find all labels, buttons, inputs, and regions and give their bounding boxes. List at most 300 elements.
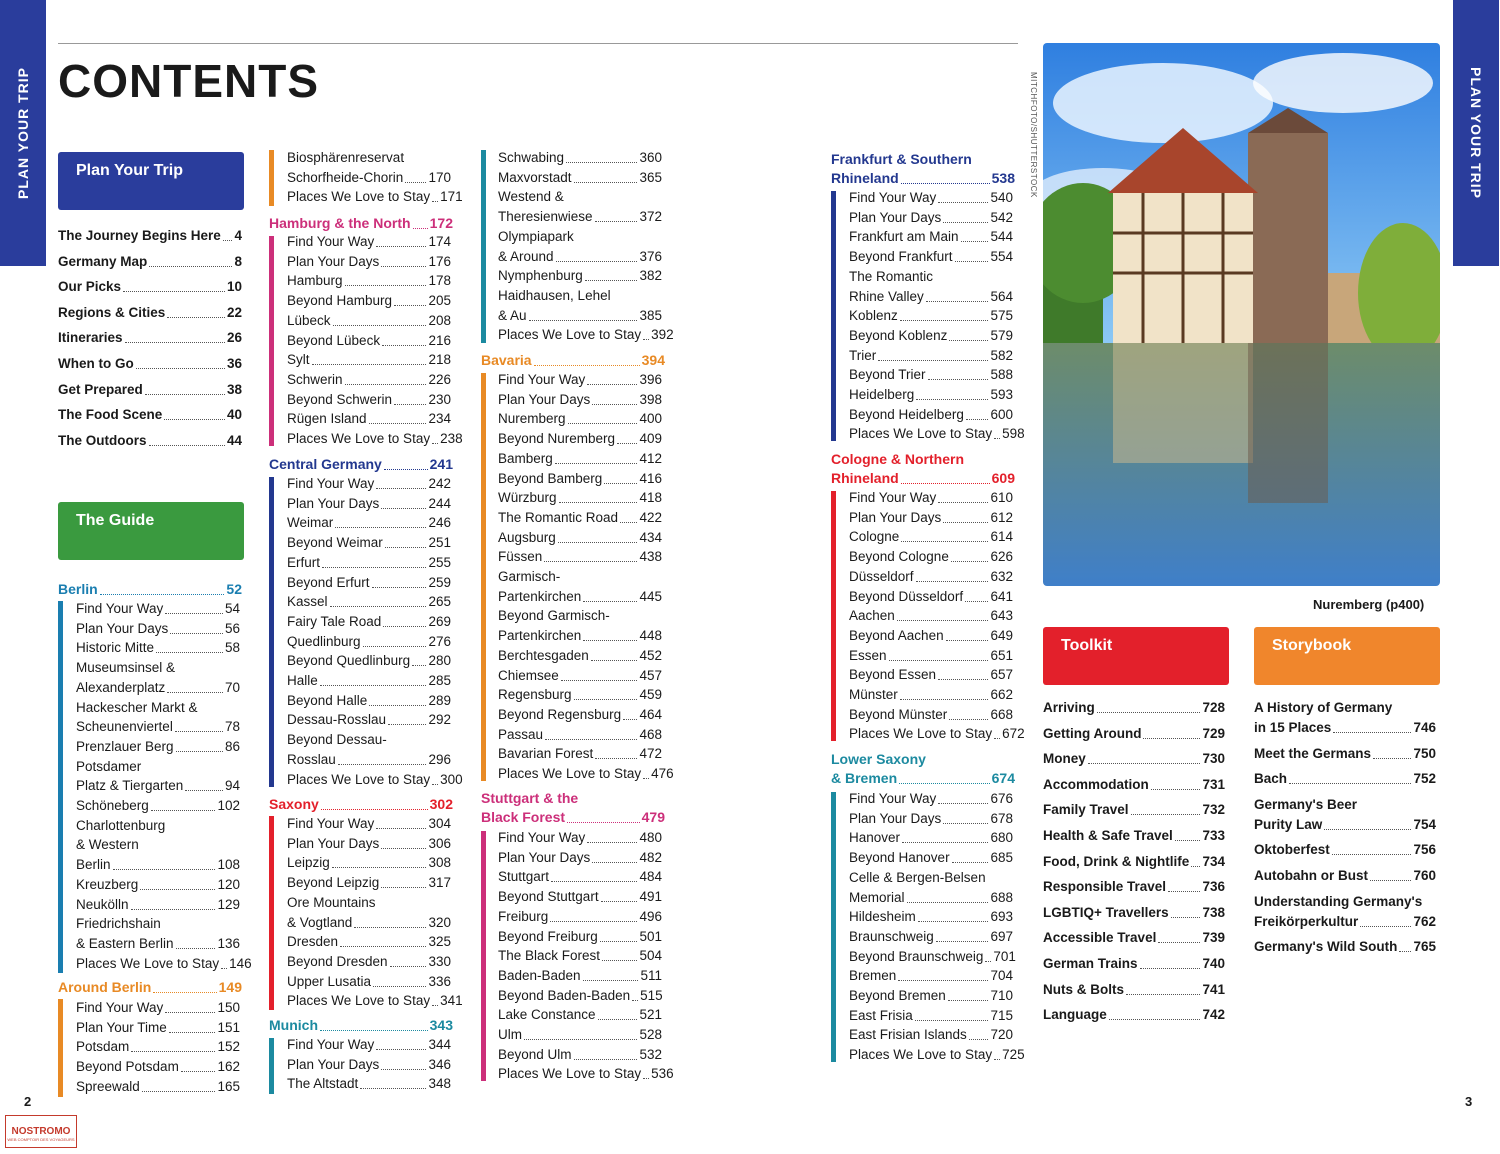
dot-leader [1324, 829, 1411, 830]
toc-entry-line: Olympiapark [498, 228, 574, 244]
toc-entry[interactable] [849, 347, 1013, 365]
dot-leader [176, 948, 216, 949]
toc-entry-label: Beyond Baden-Baden [498, 987, 631, 1003]
toc-entry[interactable] [498, 888, 662, 906]
toc-entry[interactable] [58, 432, 242, 450]
region-bar [58, 601, 63, 973]
toc-entry[interactable] [849, 928, 1013, 946]
dot-leader [340, 946, 426, 947]
toc-entry-page: 672 [1002, 726, 1025, 742]
toc-entry[interactable] [1043, 853, 1225, 871]
toc-entry[interactable] [498, 1065, 674, 1083]
toc-entry[interactable] [849, 588, 1013, 606]
toc-entry[interactable] [849, 725, 1025, 743]
toc-entry-label: Find Your Way [849, 190, 937, 205]
toc-entry-page: 750 [1413, 745, 1436, 761]
dot-leader [330, 606, 427, 607]
toc-entry-page: 289 [428, 692, 451, 708]
toc-entry[interactable] [287, 410, 451, 428]
toc-entry[interactable] [1043, 955, 1225, 973]
toc-entry[interactable] [287, 593, 451, 611]
toc-entry-page: 482 [639, 849, 662, 865]
dot-leader [376, 488, 426, 489]
dot-leader [333, 325, 427, 326]
toc-entry[interactable] [58, 381, 242, 399]
toc-entry[interactable] [498, 765, 674, 783]
toc-entry-page: 484 [639, 869, 662, 885]
toc-entry[interactable] [849, 790, 1013, 808]
toc-entry[interactable] [1043, 929, 1225, 947]
toc-entry[interactable] [58, 227, 242, 245]
dot-leader [354, 927, 426, 928]
toc-entry[interactable] [849, 307, 1013, 325]
toc-entry[interactable] [849, 908, 1013, 926]
toc-entry[interactable] [287, 613, 451, 631]
dot-leader [385, 547, 427, 548]
toc-entry-page: 643 [990, 608, 1013, 624]
dot-leader [898, 980, 988, 981]
toc-entry[interactable] [498, 947, 662, 965]
dot-leader [1140, 968, 1201, 969]
region-page: 343 [429, 1017, 453, 1033]
toc-entry[interactable] [287, 815, 451, 833]
toc-entry[interactable] [76, 620, 240, 638]
toc-entry[interactable] [849, 406, 1013, 424]
dot-leader [994, 1059, 1000, 1060]
toc-entry-label: Germany Map [58, 253, 148, 269]
toc-entry[interactable] [287, 751, 451, 769]
toc-entry[interactable] [498, 829, 662, 847]
toc-entry[interactable] [849, 849, 1013, 867]
toc-entry[interactable] [1254, 719, 1436, 737]
toc-entry[interactable] [76, 738, 240, 756]
toc-entry-label: Beyond Schwerin [287, 391, 393, 407]
toc-entry[interactable] [498, 667, 662, 685]
toc-entry-page: 511 [640, 967, 662, 983]
toc-entry[interactable] [287, 332, 451, 350]
toc-entry-label: Beyond Halle [287, 692, 368, 708]
toc-entry-page: 678 [990, 810, 1013, 826]
region-heading-lower-saxony[interactable] [831, 769, 1015, 788]
toc-entry-page: 575 [990, 308, 1013, 324]
region-name: Berlin [58, 581, 98, 597]
toc-entry-label: Schwerin [287, 371, 343, 387]
toc-entry[interactable] [849, 228, 1013, 246]
toc-entry-page: 344 [428, 1037, 451, 1052]
toc-entry[interactable] [287, 233, 451, 251]
toc-entry[interactable] [287, 430, 463, 448]
toc-entry[interactable] [58, 329, 242, 347]
toc-entry-page: 205 [428, 293, 451, 309]
toc-entry[interactable] [76, 876, 240, 894]
toc-entry[interactable] [849, 987, 1013, 1005]
toc-entry[interactable] [287, 391, 451, 409]
toc-entry-page: 668 [990, 706, 1013, 722]
dot-leader [381, 887, 426, 888]
toc-entry-page: 501 [639, 928, 662, 944]
toc-entry[interactable] [498, 509, 662, 527]
region-heading-munich[interactable] [269, 1016, 453, 1035]
toc-entry[interactable] [498, 908, 662, 926]
region-bar [269, 236, 274, 446]
toc-entry-page: 729 [1202, 725, 1225, 741]
toc-entry[interactable] [849, 1007, 1013, 1025]
toc-entry[interactable] [1043, 827, 1225, 845]
toc-entry[interactable] [498, 706, 662, 724]
toc-entry[interactable] [849, 666, 1013, 684]
toc-entry[interactable] [287, 371, 451, 389]
toc-entry[interactable] [849, 889, 1013, 907]
toc-entry-page: 304 [428, 816, 451, 831]
dot-leader [131, 1051, 215, 1052]
toc-entry[interactable] [287, 672, 451, 690]
toc-entry[interactable] [498, 868, 662, 886]
toc-entry-label: Upper Lusatia [287, 973, 372, 989]
toc-entry[interactable] [1043, 904, 1225, 922]
toc-entry[interactable] [287, 253, 451, 271]
dot-leader [175, 731, 223, 732]
toc-entry[interactable] [849, 948, 1016, 966]
toc-entry[interactable] [498, 1026, 662, 1044]
toc-entry[interactable] [849, 366, 1013, 384]
toc-entry-page: 178 [428, 273, 451, 289]
toc-entry-page: 720 [990, 1027, 1013, 1043]
dot-leader [949, 719, 988, 720]
section-box-storybook: Storybook [1254, 627, 1440, 685]
toc-entry[interactable] [1254, 913, 1436, 931]
toc-entry[interactable] [498, 326, 674, 344]
toc-entry[interactable] [76, 1038, 240, 1056]
toc-entry[interactable] [287, 574, 451, 592]
toc-entry[interactable] [287, 633, 451, 651]
toc-entry[interactable] [287, 1036, 451, 1054]
dot-leader [544, 561, 637, 562]
toc-entry[interactable] [498, 307, 662, 325]
toc-entry[interactable] [287, 554, 451, 572]
dot-leader [946, 640, 989, 641]
dot-leader [167, 317, 225, 318]
toc-entry[interactable] [498, 967, 662, 985]
toc-entry-label: Potsdam [76, 1039, 130, 1055]
toc-entry[interactable] [287, 514, 451, 532]
toc-entry[interactable] [849, 967, 1013, 985]
photo-caption: Nuremberg (p400) [1313, 597, 1425, 612]
region-heading-hamburg[interactable] [269, 214, 453, 233]
toc-entry[interactable] [287, 933, 451, 951]
toc-entry[interactable] [1254, 770, 1436, 788]
toc-entry[interactable] [76, 1058, 240, 1076]
toc-entry-label: Plan Your Days [287, 253, 380, 269]
toc-entry[interactable] [76, 1078, 240, 1096]
region-heading-frankfurt-line1: Frankfurt & Southern [831, 151, 972, 167]
toc-entry-label: Nymphenburg [498, 268, 583, 284]
toc-entry[interactable] [849, 489, 1013, 507]
dot-leader [381, 508, 426, 509]
toc-entry-label: Beyond Stuttgart [498, 889, 599, 905]
toc-entry[interactable] [287, 272, 451, 290]
toc-entry[interactable] [498, 726, 662, 744]
region-bar [481, 373, 486, 781]
toc-entry[interactable] [849, 425, 1025, 443]
toc-entry[interactable] [849, 647, 1013, 665]
toc-entry[interactable] [287, 973, 451, 991]
toc-entry[interactable] [287, 169, 451, 187]
toc-entry[interactable] [1043, 750, 1225, 768]
toc-entry[interactable] [1254, 745, 1436, 763]
toc-entry[interactable] [1043, 801, 1225, 819]
toc-entry[interactable] [76, 639, 240, 657]
toc-entry[interactable] [287, 652, 451, 670]
toc-entry-page: 58 [224, 640, 240, 656]
toc-entry-page: 468 [639, 726, 662, 742]
dot-leader [994, 738, 1000, 739]
dot-leader [164, 419, 225, 420]
toc-entry-page: 216 [428, 332, 451, 348]
toc-entry[interactable] [76, 1019, 240, 1037]
toc-entry[interactable] [498, 686, 662, 704]
dot-leader [123, 291, 225, 292]
toc-entry-page: 54 [224, 601, 240, 616]
toc-entry-page: 10 [226, 279, 242, 295]
toc-entry[interactable] [498, 169, 662, 187]
toc-entry-label: Places We Love to Stay [76, 955, 220, 971]
toc-entry[interactable] [76, 856, 240, 874]
toc-entry[interactable] [1043, 699, 1225, 717]
toc-entry-page: 336 [428, 973, 451, 989]
toc-entry[interactable] [849, 528, 1013, 546]
toc-entry[interactable] [849, 327, 1013, 345]
toc-entry-line: Charlottenburg [76, 817, 166, 833]
toc-entry-page: 176 [428, 253, 451, 269]
toc-entry[interactable] [849, 248, 1013, 266]
toc-entry[interactable] [287, 914, 451, 932]
toc-entry[interactable] [76, 797, 240, 815]
toc-entry[interactable] [498, 450, 662, 468]
toc-entry[interactable] [76, 935, 240, 953]
toc-entry[interactable] [58, 253, 242, 271]
toc-entry[interactable] [849, 627, 1013, 645]
toc-entry[interactable] [58, 278, 242, 296]
toc-entry-label: Hanover [849, 830, 901, 846]
toc-entry[interactable] [498, 647, 662, 665]
toc-entry[interactable] [849, 706, 1013, 724]
toc-entry[interactable] [1254, 938, 1436, 956]
toc-entry[interactable] [498, 391, 662, 409]
toc-entry[interactable] [849, 829, 1013, 847]
dot-leader [952, 862, 989, 863]
toc-entry-page: 165 [217, 1078, 240, 1094]
toc-entry-label: Find Your Way [76, 601, 164, 616]
toc-entry-page: 536 [651, 1066, 674, 1082]
toc-entry-page: 120 [217, 876, 240, 892]
toc-entry-page: 320 [428, 914, 451, 930]
toc-entry[interactable] [287, 495, 451, 513]
toc-entry[interactable] [849, 810, 1013, 828]
toc-entry-page: 676 [990, 791, 1013, 806]
toc-entry-label: Oktoberfest [1254, 842, 1330, 858]
toc-entry[interactable] [849, 509, 1013, 527]
toc-entry[interactable] [287, 953, 451, 971]
toc-entry[interactable] [287, 771, 463, 789]
toc-entry[interactable] [498, 470, 662, 488]
toc-entry[interactable] [1043, 725, 1225, 743]
toc-entry[interactable] [849, 607, 1013, 625]
toc-entry-label: Beyond Frankfurt [849, 249, 953, 265]
photo-illustration [1043, 43, 1440, 586]
toc-entry[interactable] [849, 548, 1013, 566]
toc-entry[interactable] [76, 777, 240, 795]
toc-entry[interactable] [287, 534, 451, 552]
toc-entry[interactable] [58, 355, 242, 373]
toc-entry[interactable] [287, 854, 451, 872]
toc-entry-line: Understanding Germany's [1254, 893, 1423, 909]
toc-entry[interactable] [76, 679, 240, 697]
toc-entry[interactable] [498, 489, 662, 507]
toc-entry-page: 741 [1202, 981, 1225, 997]
toc-entry-label: Beyond Essen [849, 667, 937, 683]
page-number-right: 3 [1465, 1094, 1473, 1109]
toc-entry-page: 162 [217, 1059, 240, 1075]
toc-entry[interactable] [498, 627, 662, 645]
toc-entry[interactable] [498, 529, 662, 547]
toc-entry[interactable] [849, 288, 1013, 306]
dot-leader [381, 848, 426, 849]
toc-entry[interactable] [498, 548, 662, 566]
region-heading-central[interactable] [269, 455, 453, 474]
side-tab-right [1453, 0, 1499, 266]
toc-entry[interactable] [849, 1046, 1025, 1064]
toc-entry[interactable] [287, 711, 451, 729]
toc-entry[interactable] [76, 718, 240, 736]
region-name: Saxony [269, 796, 319, 812]
toc-entry[interactable] [849, 568, 1013, 586]
dot-leader [928, 379, 989, 380]
toc-entry[interactable] [1043, 776, 1225, 794]
toc-entry-page: 238 [440, 431, 463, 446]
toc-entry[interactable] [849, 189, 1013, 207]
toc-entry[interactable] [498, 588, 662, 606]
toc-entry-label: East Frisia [849, 1007, 913, 1023]
region-heading-cologne[interactable] [831, 469, 1015, 488]
toc-entry-label: Find Your Way [287, 816, 375, 831]
toc-entry[interactable] [498, 1006, 662, 1024]
toc-entry[interactable] [1043, 1006, 1225, 1024]
toc-entry[interactable] [287, 1075, 451, 1093]
region-heading-stuttgart[interactable] [481, 808, 665, 827]
toc-entry[interactable] [498, 410, 662, 428]
toc-entry[interactable] [287, 992, 463, 1010]
toc-entry-label: Nuremberg [498, 411, 566, 427]
toc-entry-label: & Around [498, 248, 554, 264]
toc-entry[interactable] [287, 1056, 451, 1074]
toc-entry[interactable] [287, 835, 451, 853]
toc-entry[interactable] [498, 849, 662, 867]
toc-entry[interactable] [1254, 841, 1436, 859]
toc-entry[interactable] [76, 896, 240, 914]
toc-entry-page: 733 [1202, 828, 1225, 843]
toc-entry[interactable] [498, 928, 662, 946]
toc-entry-page: 246 [428, 515, 451, 531]
toc-entry-label: Leipzig [287, 855, 330, 871]
dot-leader [167, 692, 223, 693]
dot-leader [169, 1032, 216, 1033]
toc-entry[interactable] [1043, 981, 1225, 999]
toc-entry[interactable] [76, 600, 240, 618]
toc-entry-label: Autobahn or Bust [1254, 868, 1368, 883]
toc-entry[interactable] [849, 386, 1013, 404]
toc-entry[interactable] [1254, 816, 1436, 834]
toc-entry-label: Weimar [287, 515, 334, 531]
toc-entry[interactable] [498, 987, 662, 1005]
toc-entry-line: Museumsinsel & [76, 660, 176, 676]
toc-entry-label: Düsseldorf [849, 568, 914, 584]
toc-entry[interactable] [498, 248, 662, 266]
toc-entry[interactable] [287, 351, 451, 369]
toc-entry[interactable] [849, 1026, 1013, 1044]
toc-entry[interactable] [287, 292, 451, 310]
toc-entry[interactable] [58, 304, 242, 322]
dot-leader [382, 345, 426, 346]
toc-entry[interactable] [287, 692, 451, 710]
toc-entry-page: 300 [440, 771, 463, 787]
toc-entry-page: 762 [1413, 913, 1436, 929]
dot-leader [165, 1012, 215, 1013]
toc-entry[interactable] [1254, 867, 1436, 885]
toc-entry-label: Get Prepared [58, 381, 143, 397]
toc-entry[interactable] [498, 267, 662, 285]
region-heading-around-berlin[interactable] [58, 978, 242, 997]
toc-entry-label: Kassel [287, 594, 328, 610]
dot-leader [574, 182, 638, 183]
toc-entry-line: Ore Mountains [287, 894, 376, 910]
toc-entry[interactable] [849, 209, 1013, 227]
dot-leader [969, 1039, 989, 1040]
region-heading-berlin[interactable] [58, 580, 242, 599]
toc-entry[interactable] [498, 430, 662, 448]
toc-entry-page: 564 [990, 288, 1013, 304]
region-page: 302 [429, 796, 453, 812]
dot-leader [643, 339, 649, 340]
region-heading-saxony[interactable] [269, 795, 453, 814]
toc-entry[interactable] [76, 999, 240, 1017]
toc-entry[interactable] [498, 371, 662, 389]
toc-entry[interactable] [76, 955, 252, 973]
toc-entry[interactable] [498, 745, 662, 763]
dot-leader [524, 1039, 637, 1040]
toc-entry[interactable] [287, 188, 463, 206]
toc-entry-label: Kreuzberg [76, 876, 139, 892]
toc-entry-page: 385 [639, 307, 662, 323]
toc-entry[interactable] [849, 686, 1013, 704]
toc-entry[interactable] [498, 1046, 662, 1064]
region-bar [831, 792, 836, 1062]
region-heading-frankfurt[interactable] [831, 169, 1015, 188]
toc-entry[interactable] [498, 208, 662, 226]
dot-leader [376, 1049, 426, 1050]
toc-entry[interactable] [1043, 878, 1225, 896]
toc-entry-page: 452 [639, 647, 662, 663]
toc-entry[interactable] [287, 475, 451, 493]
toc-entry[interactable] [287, 312, 451, 330]
toc-entry-page: 612 [990, 509, 1013, 525]
region-heading-bavaria[interactable] [481, 351, 665, 370]
toc-entry-line: Potsdamer [76, 758, 142, 774]
toc-entry[interactable] [498, 149, 662, 167]
dot-leader [320, 685, 427, 686]
dot-leader [221, 968, 227, 969]
toc-entry[interactable] [287, 874, 451, 892]
toc-entry[interactable] [58, 406, 242, 424]
